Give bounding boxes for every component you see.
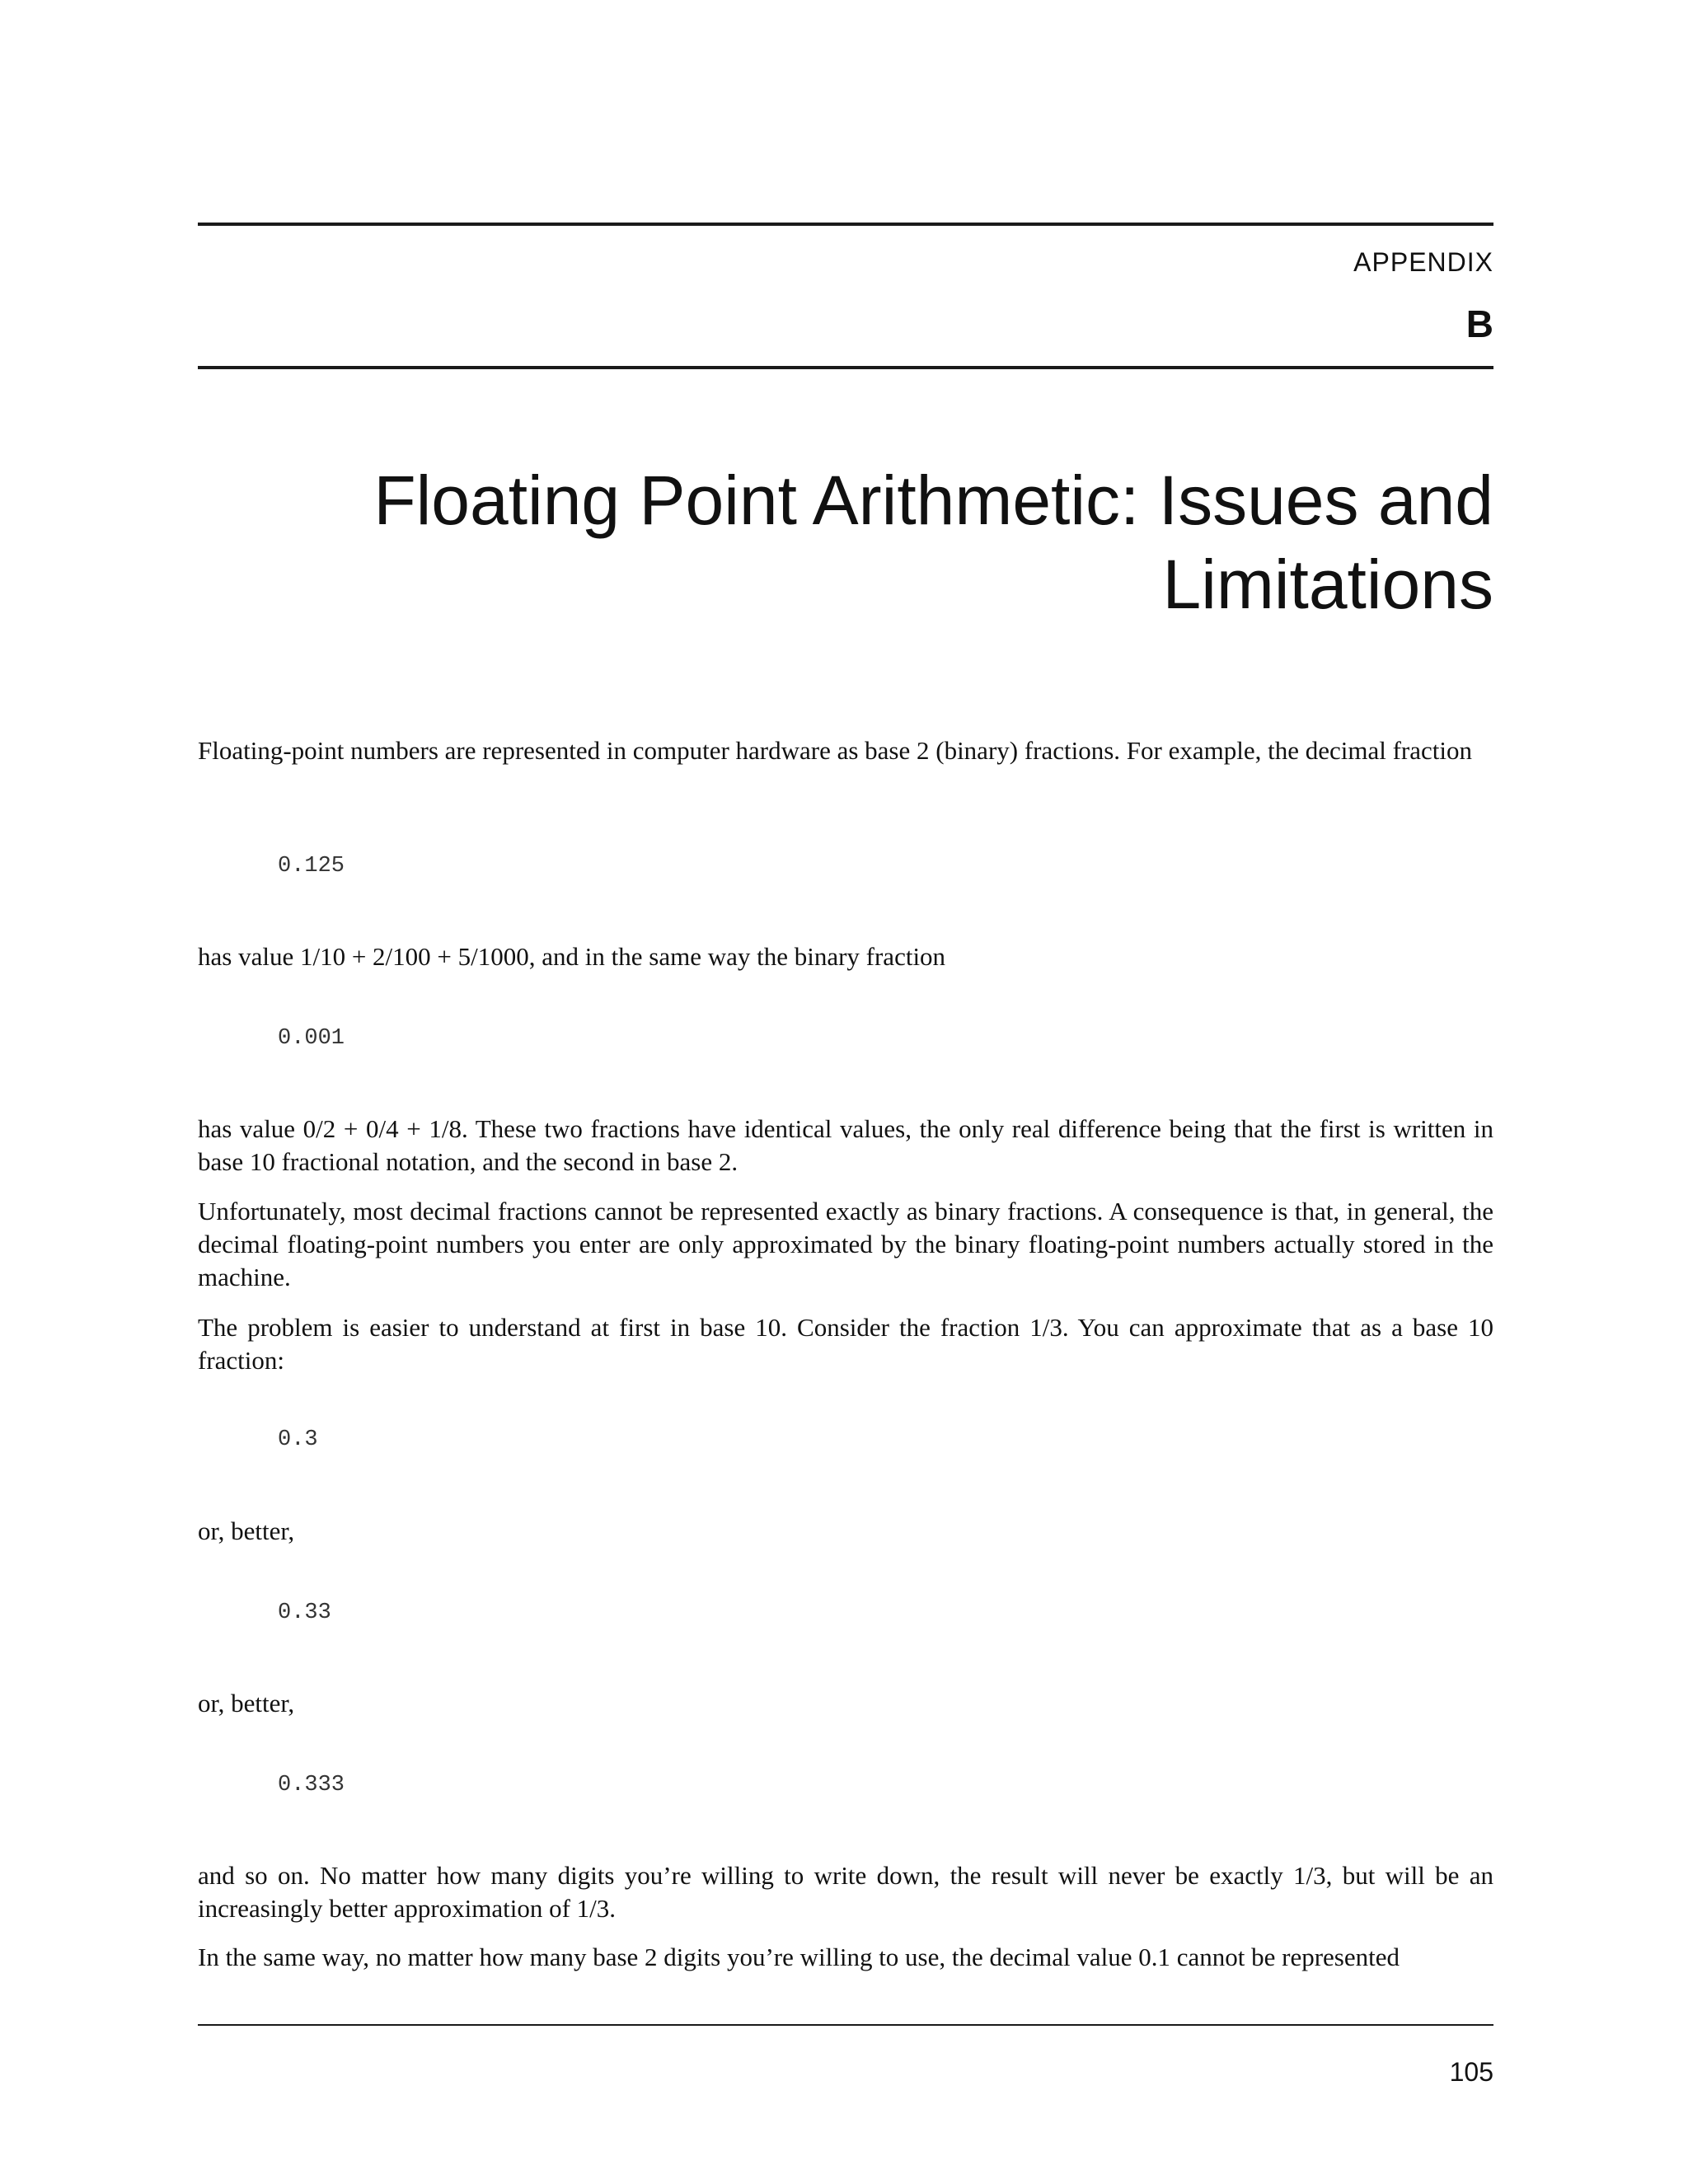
paragraph-or-better-1: or, better, (198, 1516, 295, 1545)
paragraph-or-better-2: or, better, (198, 1689, 295, 1718)
header-bottom-rule (198, 366, 1493, 369)
paragraph-intro: Floating-point numbers are represented in computer hardware as base 2 (binary) fractions. For example, the decimal fraction (198, 736, 1472, 765)
chapter-title-line-1: Floating Point Arithmetic: Issues and (373, 462, 1493, 539)
appendix-letter: B (1465, 302, 1493, 345)
paragraph-base2-limitation: In the same way, no matter how many base 2 digits you’re willing to use, the decimal value 0.1 cannot be represented (198, 1943, 1400, 1971)
paragraph-and-so-on: and so on. No matter how many digits you’re willing to write down, the result will never be exactly 1/3, but will be an increasingly better approximation of 1/3. (198, 1861, 1493, 1923)
code-example-0-33: 0.33 (278, 1601, 331, 1625)
code-example-0-333: 0.333 (278, 1773, 345, 1797)
chapter-title-line-2: Limitations (1162, 546, 1493, 623)
chapter-title (198, 458, 1493, 626)
paragraph-decimal-value: has value 1/10 + 2/100 + 5/1000, and in the same way the binary fraction (198, 942, 946, 971)
code-example-decimal: 0.125 (278, 854, 345, 879)
code-example-binary: 0.001 (278, 1026, 345, 1051)
document-page (198, 0, 1493, 2184)
paragraph-binary-value: has value 0/2 + 0/4 + 1/8. These two fractions have identical values, the only real difference being that the first is written in base 10 fractional notation, and the second in base 2. (198, 1114, 1493, 1176)
code-example-0-3: 0.3 (278, 1427, 318, 1452)
footer-rule (198, 2024, 1493, 2026)
page-number: 105 (1449, 2057, 1493, 2087)
paragraph-approximation: Unfortunately, most decimal fractions cannot be represented exactly as binary fractions. A consequence is that, in general, the decimal floating-point numbers you enter are only approximated by the binary floating-point numbers actually stored in the machine. (198, 1197, 1493, 1291)
paragraph-base10-example: The problem is easier to understand at first in base 10. Consider the fraction 1/3. You can approximate that as a base 10 fraction: (198, 1313, 1493, 1375)
header-top-rule (198, 223, 1493, 226)
appendix-label: APPENDIX (1353, 247, 1493, 277)
